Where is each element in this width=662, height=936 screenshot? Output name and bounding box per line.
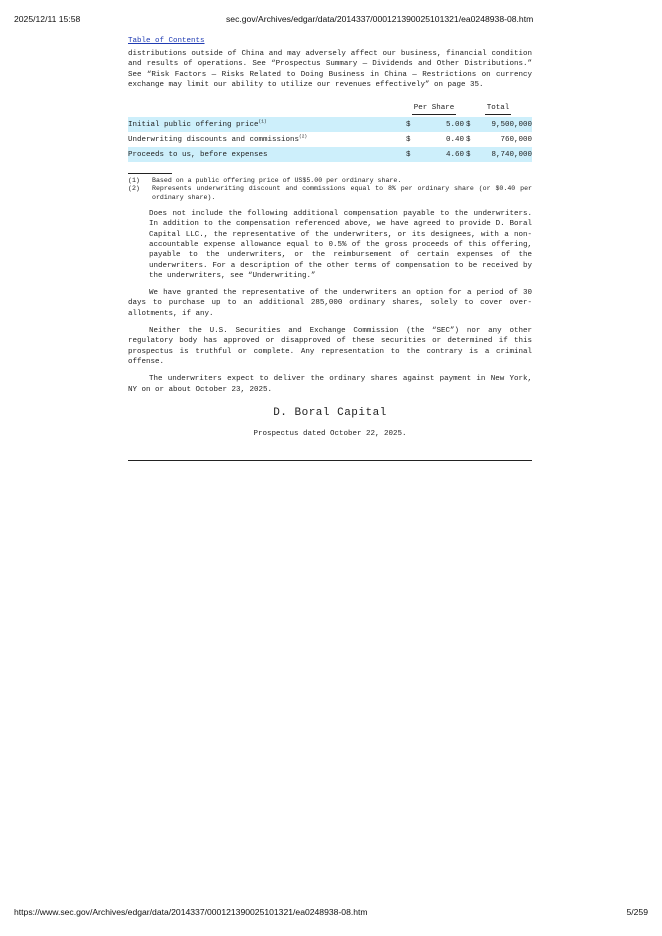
column-header-total: Total — [464, 102, 532, 117]
page-number: 5/259 — [626, 907, 648, 917]
document-page — [128, 37, 532, 461]
pricing-table-header-row — [128, 102, 532, 117]
currency-symbol: $ — [404, 117, 414, 132]
page-bottom-rule — [128, 460, 532, 461]
table-row — [128, 117, 532, 132]
underwriter-name: D. Boral Capital — [273, 406, 387, 419]
print-datetime: 2025/12/11 15:58 — [14, 14, 81, 24]
currency-symbol: $ — [406, 135, 411, 144]
table-of-contents-link[interactable]: Table of Contents — [128, 37, 205, 45]
column-header-per-share: Per Share — [404, 102, 464, 117]
prospectus-date: Prospectus dated October 22, 2025. — [253, 429, 407, 438]
currency-symbol: $ — [464, 117, 476, 132]
footnote-divider — [128, 173, 172, 174]
total-value: 8,740,000 — [476, 147, 532, 162]
intro-paragraph: distributions outside of China and may adversely affect our business, financial condition and results of operations. See “Prospectus Summary — Dividends and Other Distributions.” See “Risk Factors — Risks Related to Doing Business in China — Restrictions on currency exchange may limit our ability to utilize our revenues effectively” on page 35. — [128, 50, 532, 89]
over-allotment-option-paragraph: We have granted the representative of the underwriters an option for a period of 30 days to purchase up to an additional 285,000 ordinary shares, solely to cover over-allotments, if any. — [128, 289, 532, 318]
footnote-number: (2) — [128, 185, 140, 193]
currency-symbol: $ — [404, 147, 414, 162]
currency-symbol: $ — [466, 135, 471, 144]
row-label: Proceeds to us, before expenses — [128, 147, 404, 162]
row-label: Underwriting discounts and commissions$^{(2)}$ — [128, 134, 308, 144]
total-value: 760,000 — [500, 135, 532, 144]
footer-url: https://www.sec.gov/Archives/edgar/data/2014337/000121390025101321/ea0248938-08.htm — [14, 907, 368, 917]
per-share-value: 4.60 — [414, 147, 464, 162]
print-header — [0, 14, 662, 28]
table-row — [128, 147, 532, 162]
footnote — [128, 177, 532, 185]
footnote-text: Based on a public offering price of US$5.00 per ordinary share. — [152, 177, 402, 185]
total-value: 9,500,000 — [476, 117, 532, 132]
footnote-number: (1) — [128, 177, 140, 185]
sec-disclaimer-paragraph: Neither the U.S. Securities and Exchange Commission (the “SEC”) nor any other regulatory body has approved or disapproved of these securities or determined if this prospectus is truthful or complete. Any representation to the contrary is a criminal offense. — [128, 327, 532, 366]
per-share-value: 5.00 — [414, 117, 464, 132]
currency-symbol: $ — [464, 147, 476, 162]
footnote-text: Represents underwriting discount and commissions equal to 8% per ordinary share (or $0.40 per ordinary share). — [152, 185, 532, 201]
offering-pricing-table — [128, 102, 532, 162]
print-footer — [0, 907, 662, 921]
delivery-paragraph: The underwriters expect to deliver the ordinary shares against payment in New York, NY on or about October 23, 2025. — [128, 375, 532, 394]
per-share-value: 0.40 — [445, 135, 464, 144]
table-row — [128, 132, 532, 147]
footnote — [128, 185, 532, 202]
compensation-paragraph: Does not include the following additional compensation payable to the underwriters. In addition to the compensation referenced above, we have agreed to provide D. Boral Capital LLC., the representative of the underwriters, or its designees, with a non-accountable expense allowance equal to 0.5% of the gross proceeds of this offering, payable to the underwriters, or the reimbursement of certain expenses of the underwriters. For a description of the other terms of compensation to be received by the underwriters, see “Underwriting.” — [149, 210, 532, 280]
print-url-title: sec.gov/Archives/edgar/data/2014337/000121390025101321/ea0248938-08.htm — [226, 14, 534, 24]
row-label: Initial public offering price$^{(1)}$ — [128, 117, 404, 132]
